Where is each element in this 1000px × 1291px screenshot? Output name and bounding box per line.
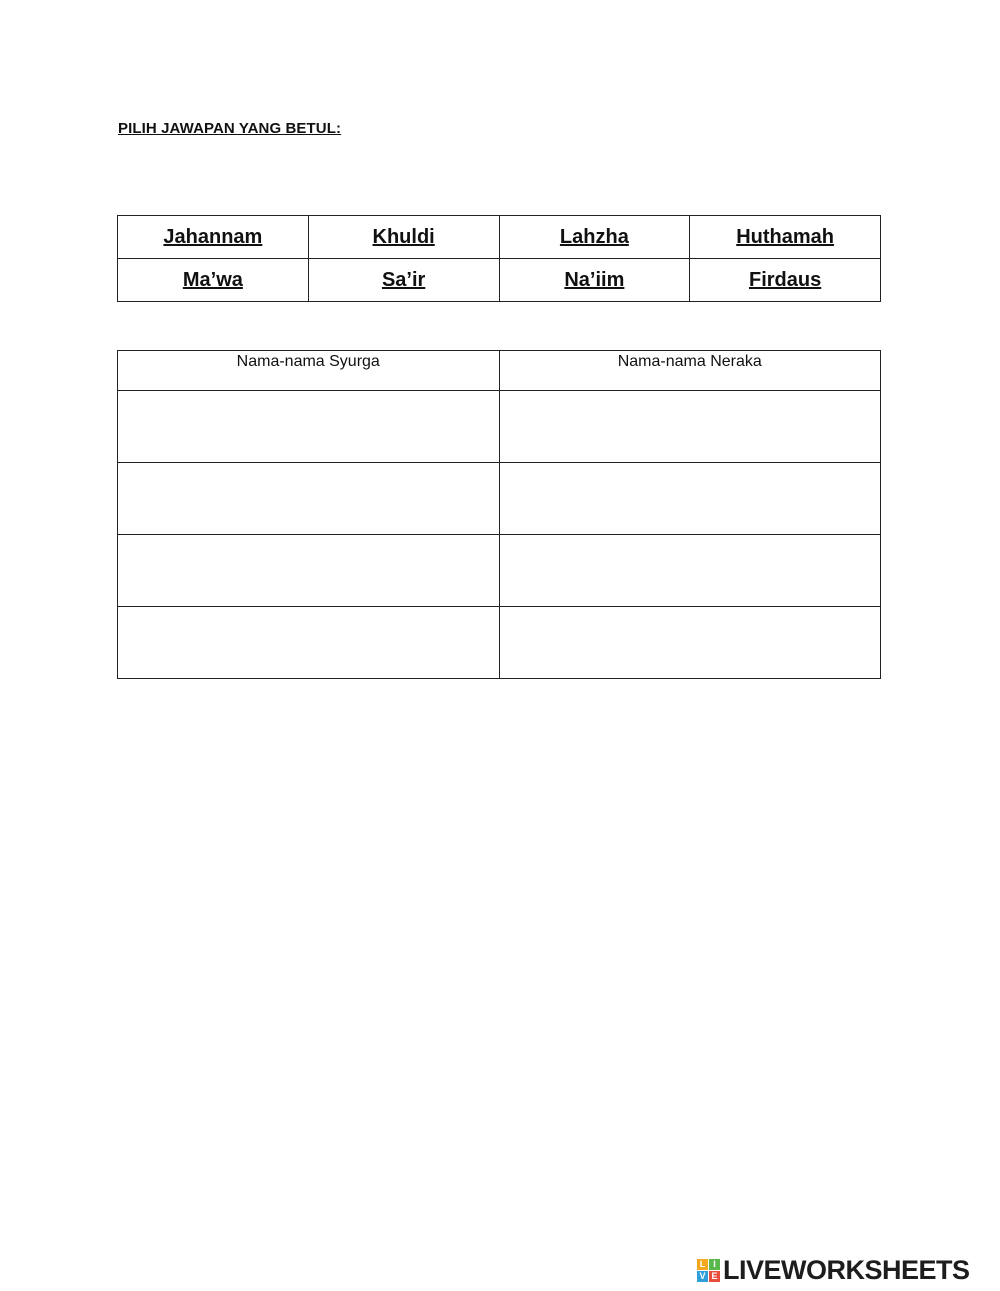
drop-zone[interactable] xyxy=(500,463,881,534)
answer-row xyxy=(118,535,881,607)
syurga-answer-cell[interactable] xyxy=(118,607,500,679)
drop-zone[interactable] xyxy=(500,607,881,678)
word-option[interactable]: Jahannam xyxy=(118,216,309,259)
syurga-answer-cell[interactable] xyxy=(118,391,500,463)
neraka-answer-cell[interactable] xyxy=(499,391,881,463)
drop-zone[interactable] xyxy=(118,391,499,462)
drop-zone[interactable] xyxy=(500,391,881,462)
word-option[interactable]: Khuldi xyxy=(308,216,499,259)
brand-name: LIVEWORKSHEETS xyxy=(723,1255,970,1285)
syurga-answer-cell[interactable] xyxy=(118,463,500,535)
drop-zone[interactable] xyxy=(118,535,499,606)
word-option[interactable]: Ma’wa xyxy=(118,259,309,302)
answer-table xyxy=(117,350,881,679)
drop-zone[interactable] xyxy=(118,463,499,534)
neraka-answer-cell[interactable] xyxy=(499,607,881,679)
logo-letter: I xyxy=(709,1259,720,1270)
answer-row xyxy=(118,391,881,463)
word-option[interactable]: Firdaus xyxy=(690,259,881,302)
neraka-answer-cell[interactable] xyxy=(499,463,881,535)
drop-zone[interactable] xyxy=(118,607,499,678)
logo-letter: E xyxy=(709,1271,720,1282)
liveworksheets-brand xyxy=(697,1255,970,1286)
instruction-heading: PILIH JAWAPAN YANG BETUL: xyxy=(118,120,342,137)
answer-row xyxy=(118,607,881,679)
neraka-answer-cell[interactable] xyxy=(499,535,881,607)
word-option[interactable]: Sa’ir xyxy=(308,259,499,302)
word-bank-table xyxy=(117,215,881,302)
word-bank-row xyxy=(118,216,881,259)
drop-zone[interactable] xyxy=(500,535,881,606)
logo-letter: L xyxy=(697,1259,708,1270)
liveworksheets-logo-icon xyxy=(697,1259,720,1282)
word-option[interactable]: Na’iim xyxy=(499,259,690,302)
header-syurga: Nama-nama Syurga xyxy=(118,351,500,391)
answer-row xyxy=(118,463,881,535)
word-option[interactable]: Huthamah xyxy=(690,216,881,259)
syurga-answer-cell[interactable] xyxy=(118,535,500,607)
answer-header-row xyxy=(118,351,881,391)
word-option[interactable]: Lahzha xyxy=(499,216,690,259)
logo-letter: V xyxy=(697,1271,708,1282)
header-neraka: Nama-nama Neraka xyxy=(499,351,881,391)
word-bank-row xyxy=(118,259,881,302)
